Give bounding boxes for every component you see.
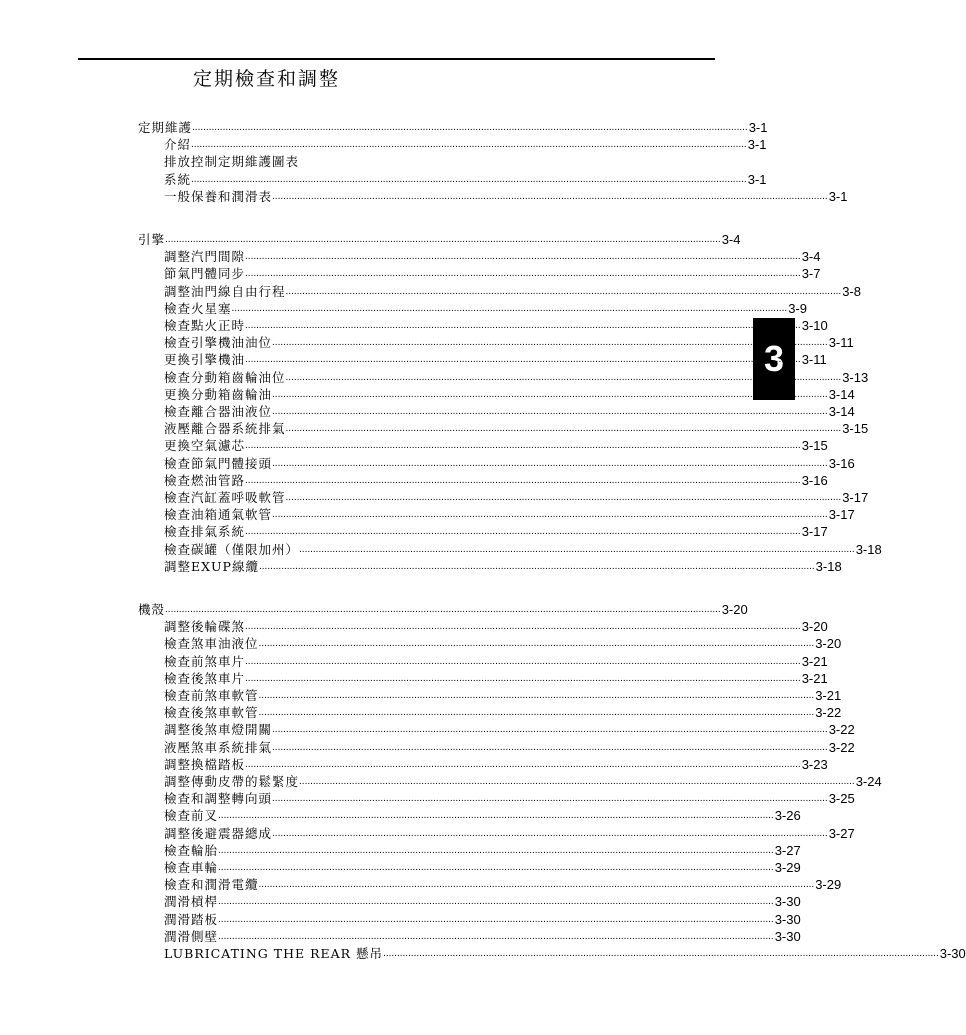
toc-leader-dots: ........................................................................................................................................................................................................	[165, 604, 721, 615]
toc-entry-page: 3-20	[815, 636, 842, 652]
toc-leader-dots: ........................................................................................................................................................................................................	[285, 285, 842, 297]
toc-entry[interactable]	[164, 264, 821, 282]
toc-entry[interactable]	[164, 170, 767, 187]
toc-entry-label: 檢查後煞車片	[164, 670, 246, 686]
toc-entry[interactable]	[164, 152, 400, 169]
toc-entry-label: 潤滑槓桿	[164, 894, 219, 910]
toc-entry-label: 定期維護	[138, 120, 193, 135]
toc-leader-dots: ........................................................................................................................................................................................................	[245, 440, 801, 452]
toc-entry[interactable]	[138, 230, 741, 247]
toc-entry-page: 3-22	[828, 739, 855, 755]
toc-entry[interactable]	[164, 247, 821, 265]
toc-entry-label: 檢查前煞車片	[164, 653, 246, 669]
toc-entry-label: 系統	[164, 171, 192, 187]
toc-entry-page: 3-15	[801, 438, 828, 454]
toc-entry-label: 檢查汽缸蓋呼吸軟管	[164, 490, 286, 505]
toc-leader-dots: ........................................................................................................................................................................................................	[245, 320, 801, 331]
toc-entry-label: 排放控制定期維護圖表	[164, 154, 300, 170]
toc-entry[interactable]	[164, 806, 801, 824]
toc-leader-dots: ........................................................................................................................................................................................................	[258, 879, 815, 891]
toc-entry[interactable]	[164, 755, 828, 772]
toc-entry-label: 調整後避震器總成	[164, 825, 273, 841]
toc-leader-dots: ........................................................................................................................................................................................................	[258, 560, 815, 572]
toc-entry-page: 3-1	[747, 137, 767, 153]
toc-entry[interactable]	[164, 505, 855, 523]
toc-entry-page: 3-22	[828, 722, 855, 738]
toc-entry-page: 3-17	[828, 507, 855, 523]
toc-entry-label: 檢查碳罐（僅限加州）	[164, 541, 300, 557]
toc-entry-label: 液壓煞車系統排氣	[164, 739, 273, 755]
toc-entry[interactable]	[164, 187, 848, 204]
toc-entry[interactable]	[164, 892, 801, 910]
toc-leader-dots: ........................................................................................................................................................................................................	[191, 173, 747, 185]
toc-entry[interactable]	[164, 772, 882, 789]
toc-leader-dots: ........................................................................................................................................................................................................	[245, 251, 801, 263]
toc-leader-dots: ........................................................................................................................................................................................................	[285, 423, 842, 435]
toc-entry[interactable]	[164, 540, 882, 557]
toc-entry[interactable]	[164, 858, 801, 875]
toc-leader-dots: ........................................................................................................................................................................................................	[245, 268, 801, 280]
toc-entry[interactable]	[164, 557, 842, 574]
toc-leader-dots: ........................................................................................................................................................................................................	[272, 337, 828, 349]
toc-entry-page: 3-27	[774, 842, 801, 858]
toc-entry-label: 更換空氣濾芯	[164, 438, 246, 454]
toc-entry-page: 3-24	[855, 774, 882, 789]
toc-entry[interactable]	[164, 333, 854, 351]
toc-entry[interactable]	[164, 350, 827, 368]
toc-entry-label: 調整EXUP線纜	[164, 558, 259, 574]
toc-leader-dots: ........................................................................................................................................................................................................	[245, 354, 801, 366]
toc-leader-dots: ........................................................................................................................................................................................................	[231, 302, 788, 314]
toc-entry-page: 3-25	[828, 791, 855, 807]
toc-leader-dots: ........................................................................................................................................................................................................	[272, 724, 828, 736]
toc-entry-page: 3-22	[815, 705, 842, 721]
toc-entry-label: 檢查輪胎	[164, 842, 219, 858]
toc-entry-label: 更換引擎機油	[164, 352, 246, 368]
toc-entry[interactable]	[164, 720, 855, 738]
toc-entry[interactable]	[164, 436, 828, 454]
toc-entry-page: 3-20	[801, 619, 828, 635]
toc-entry-label: 調整汽門間隙	[164, 249, 246, 265]
toc-entry-page: 3-11	[828, 335, 854, 351]
toc-entry[interactable]	[164, 841, 801, 858]
toc-leader-dots: ........................................................................................................................................................................................................	[383, 948, 939, 959]
toc-entry[interactable]	[164, 368, 869, 385]
toc-entry-label: 調整油門線自由行程	[164, 283, 286, 299]
toc-leader-dots: ........................................................................................................................................................................................................	[218, 896, 774, 908]
toc-entry-page: 3-21	[801, 670, 828, 686]
toc-entry-page: 3-21	[815, 688, 842, 703]
toc-entry[interactable]	[138, 600, 748, 617]
toc-entry[interactable]	[164, 316, 828, 333]
toc-leader-dots: ........................................................................................................................................................................................................	[258, 690, 815, 701]
toc-leader-dots: ........................................................................................................................................................................................................	[285, 492, 842, 503]
toc-entry[interactable]	[164, 738, 855, 755]
toc-entry[interactable]	[164, 634, 842, 652]
toc-entry[interactable]	[164, 299, 807, 316]
toc-leader-dots: ........................................................................................................................................................................................................	[245, 672, 801, 684]
toc-leader-dots: ........................................................................................................................................................................................................	[299, 543, 855, 555]
toc-entry-label: 介紹	[164, 137, 192, 153]
toc-leader-dots: ........................................................................................................................................................................................................	[272, 827, 828, 839]
toc-leader-dots: ........................................................................................................................................................................................................	[191, 139, 747, 151]
toc-leader-dots: ........................................................................................................................................................................................................	[258, 707, 815, 719]
toc-entry-page: 3-15	[842, 421, 869, 437]
toc-entry-page: 3-10	[801, 318, 828, 333]
toc-leader-dots: ........................................................................................................................................................................................................	[192, 122, 748, 133]
toc-leader-dots: ........................................................................................................................................................................................................	[272, 406, 828, 417]
toc-leader-dots: ........................................................................................................................................................................................................	[272, 190, 828, 202]
toc-entry-page: 3-26	[774, 808, 801, 824]
toc-entry[interactable]	[164, 135, 767, 153]
toc-leader-dots: ........................................................................................................................................................................................................	[285, 371, 842, 383]
toc-leader-dots: ........................................................................................................................................................................................................	[165, 234, 721, 245]
toc-entry[interactable]	[164, 385, 855, 402]
toc-leader-dots: ........................................................................................................................................................................................................	[245, 474, 801, 486]
toc-leader-dots: ........................................................................................................................................................................................................	[272, 793, 828, 805]
toc-entry[interactable]	[164, 488, 869, 505]
toc-leader-dots: ........................................................................................................................................................................................................	[245, 526, 801, 538]
toc-entry-page: 3-20	[721, 602, 748, 617]
toc-entry[interactable]	[164, 522, 828, 540]
toc-entry[interactable]	[164, 617, 828, 635]
toc-entry-page: 3-17	[842, 490, 869, 505]
toc-entry[interactable]	[164, 652, 828, 669]
toc-entry[interactable]	[164, 927, 801, 944]
toc-leader-dots: ........................................................................................................................................................................................................	[245, 655, 801, 667]
toc-entry-page: 3-29	[815, 877, 842, 893]
toc-entry-label: 檢查排氣系統	[164, 524, 246, 540]
toc-entry-page: 3-30	[939, 946, 966, 961]
toc-entry[interactable]	[164, 669, 828, 686]
toc-entry-label: 引擎	[138, 232, 166, 247]
toc-entry-page: 3-14	[828, 386, 855, 402]
toc-entry-label: 檢查前叉	[164, 808, 219, 824]
toc-leader-dots: ........................................................................................................................................................................................................	[218, 810, 774, 822]
toc-entry-page: 3-16	[801, 472, 828, 488]
toc-entry[interactable]	[164, 875, 842, 893]
toc-entry[interactable]	[164, 824, 855, 841]
toc-entry-page: 3-21	[801, 653, 828, 669]
toc-entry-page: 3-1	[828, 188, 848, 204]
toc-entry-label: 潤滑踏板	[164, 911, 219, 927]
toc-entry-label: 檢查引擎機油油位	[164, 335, 273, 351]
toc-entry-label: 調整傳動皮帶的鬆緊度	[164, 774, 300, 789]
toc-entry[interactable]	[164, 454, 855, 471]
toc-entry-page: 3-4	[721, 232, 741, 247]
toc-leader-dots: ........................................................................................................................................................................................................	[245, 621, 801, 633]
toc-entry-page: 3-16	[828, 455, 855, 471]
toc-leader-dots: ........................................................................................................................................................................................................	[272, 388, 828, 400]
toc-leader-dots: ........................................................................................................................................................................................................	[218, 930, 774, 942]
page-title: 定期檢查和調整	[193, 68, 341, 90]
toc-entry-label: 檢查點火正時	[164, 318, 246, 333]
toc-entry-label: 調整後輪碟煞	[164, 619, 246, 635]
toc-entry-label: 液壓離合器系統排氣	[164, 421, 286, 437]
toc-entry[interactable]	[164, 703, 842, 721]
toc-leader-dots: ........................................................................................................................................................................................................	[258, 638, 815, 650]
toc-entry-page: 3-29	[774, 860, 801, 875]
toc-entry-label: 檢查車輪	[164, 860, 219, 875]
toc-entry-page: 3-27	[828, 825, 855, 841]
toc-entry-label: 檢查油箱通氣軟管	[164, 507, 273, 523]
toc-entry-page: 3-18	[815, 558, 842, 574]
toc-leader-dots: ........................................................................................................................................................................................................	[218, 844, 774, 856]
toc-entry[interactable]	[164, 910, 801, 927]
toc-entry-page: 3-23	[801, 756, 828, 772]
toc-entry-page: 3-8	[842, 283, 861, 299]
toc-entry-page: 3-1	[748, 120, 768, 135]
toc-entry-label: 檢查前煞車軟管	[164, 688, 259, 703]
toc-entry-label: 檢查離合器油液位	[164, 404, 273, 419]
toc-entry-label: 檢查燃油管路	[164, 472, 246, 488]
toc-leader-dots: ........................................................................................................................................................................................................	[272, 741, 828, 753]
toc-entry[interactable]	[164, 419, 869, 437]
toc-entry[interactable]	[164, 402, 855, 419]
toc-entry-page: 3-13	[842, 369, 869, 385]
toc-leader-dots: ........................................................................................................................................................................................................	[218, 862, 774, 873]
toc-entry-label: 檢查和潤滑電纜	[164, 877, 259, 893]
toc-entry-page: 3-18	[855, 541, 882, 557]
toc-entry-page: 3-30	[774, 894, 801, 910]
toc-entry-label: 檢查煞車油液位	[164, 636, 259, 652]
toc-entry-label: 機殼	[138, 602, 166, 617]
toc-entry-label: 調整後煞車燈開關	[164, 722, 273, 738]
chapter-tab: 3	[753, 318, 795, 400]
toc-leader-dots: ........................................................................................................................................................................................................	[299, 776, 855, 787]
toc-entry-page: 3-14	[828, 404, 855, 419]
toc-leader-dots: ........................................................................................................................................................................................................	[272, 509, 828, 521]
toc-entry-label: 一般保養和潤滑表	[164, 188, 273, 204]
toc-entry-page: 3-17	[801, 524, 828, 540]
toc-entry-label: 檢查火星塞	[164, 300, 232, 316]
toc-entry-label: 檢查分動箱齒輪油位	[164, 369, 286, 385]
toc-entry-label: 潤滑側壁	[164, 928, 219, 944]
toc-entry-label: 檢查和調整轉向頭	[164, 791, 273, 807]
toc-leader-dots: ........................................................................................................................................................................................................	[245, 758, 801, 770]
toc-entry-page: 3-1	[747, 171, 767, 187]
toc-leader-dots: ........................................................................................................................................................................................................	[218, 913, 774, 925]
toc-entry-label: 節氣門體同步	[164, 266, 246, 282]
toc-entry-page: 3-4	[801, 249, 821, 265]
toc-entry-label: 調整換檔踏板	[164, 756, 246, 772]
toc-entry[interactable]	[164, 282, 861, 299]
toc-entry[interactable]	[138, 118, 768, 135]
toc-entry-page: 3-9	[788, 300, 807, 316]
toc-entry-label: 更換分動箱齒輪油	[164, 386, 273, 402]
toc-entry-label: 檢查後煞車軟管	[164, 705, 259, 721]
toc-entry[interactable]	[164, 471, 828, 488]
toc-entry-label: LUBRICATING THE REAR 懸吊	[164, 946, 384, 961]
toc-entry-page: 3-30	[774, 928, 801, 944]
toc-entry[interactable]	[164, 686, 842, 703]
toc-entry-page: 3-30	[774, 911, 801, 927]
toc-entry-page: 3-7	[801, 266, 821, 282]
toc-entry[interactable]	[164, 789, 855, 807]
toc-entry-page: 3-11	[801, 352, 827, 368]
toc-entry[interactable]	[164, 944, 966, 961]
toc-leader-dots: ........................................................................................................................................................................................................	[272, 457, 828, 469]
toc-entry-label: 檢查節氣門體接頭	[164, 455, 273, 471]
